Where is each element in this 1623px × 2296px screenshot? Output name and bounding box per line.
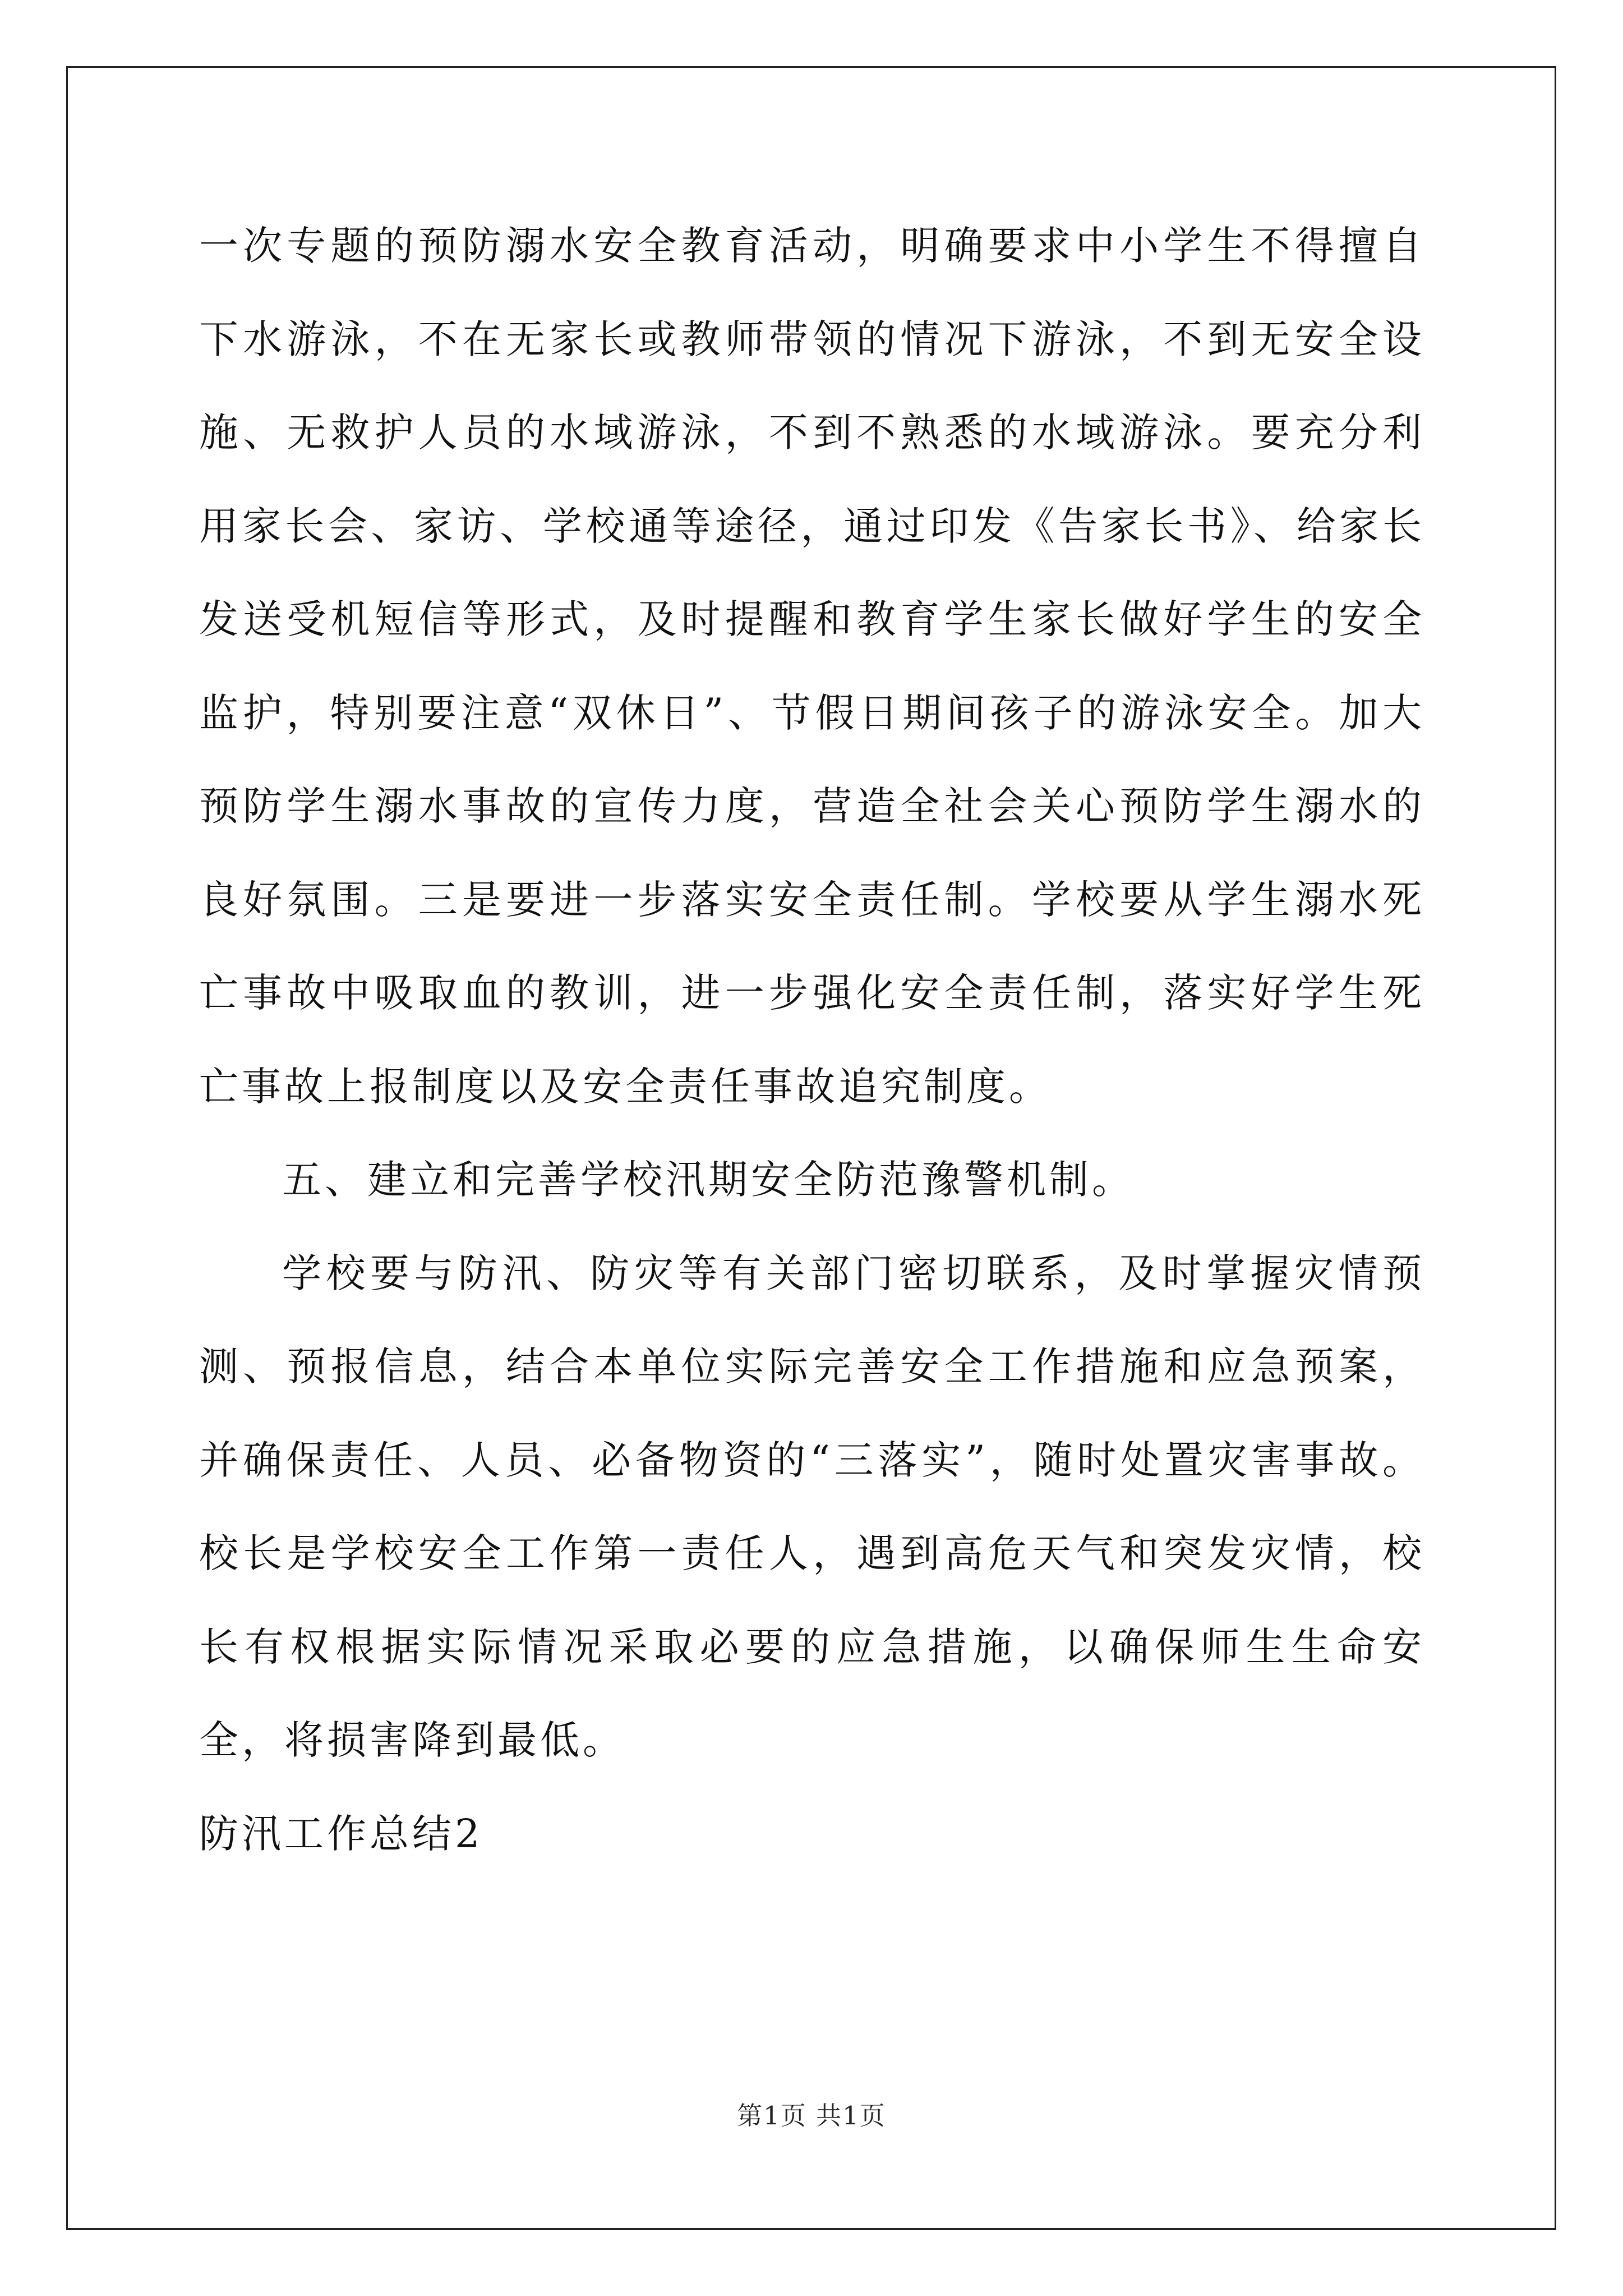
document-body — [199, 199, 1425, 1880]
page-number: 第1页 共1页 — [737, 2101, 886, 2131]
section-heading: 防汛工作总结2 — [199, 1810, 483, 1857]
body-paragraph: 学校要与防汛、防灾等有关部门密切联系，及时掌握灾情预测、预报信息，结合本单位实际完善安全工作措施和应急预案，并确保责任、人员、必备物资的“三落实”，随时处置灾害事故。校长是学校安全工作第一责任人，遇到高危天气和突发灾情，校长有权根据实际情况采取必要的应急措施，以确保师生生命安全，将损害降到最低。 — [199, 1250, 1425, 1763]
section-five-title: 五、建立和完善学校汛期安全防范豫警机制。 — [282, 1157, 1135, 1203]
body-paragraph-continued: 一次专题的预防溺水安全教育活动，明确要求中小学生不得擅自下水游泳，不在无家长或教师带领的情况下游泳，不到无安全设施、无救护人员的水域游泳，不到不熟悉的水域游泳。要充分利用家长会、家访、学校通等途径，通过印发《告家长书》、给家长发送受机短信等形式，及时提醒和教育学生家长做好学生的安全监护，特别要注意“双休日”、节假日期间孩子的游泳安全。加大预防学生溺水事故的宣传力度，营造全社会关心预防学生溺水的良好氛围。三是要进一步落实安全责任制。学校要从学生溺水死亡事故中吸取血的教训，进一步强化安全责任制，落实好学生死亡事故上报制度以及安全责任事故追究制度。 — [199, 223, 1425, 1110]
